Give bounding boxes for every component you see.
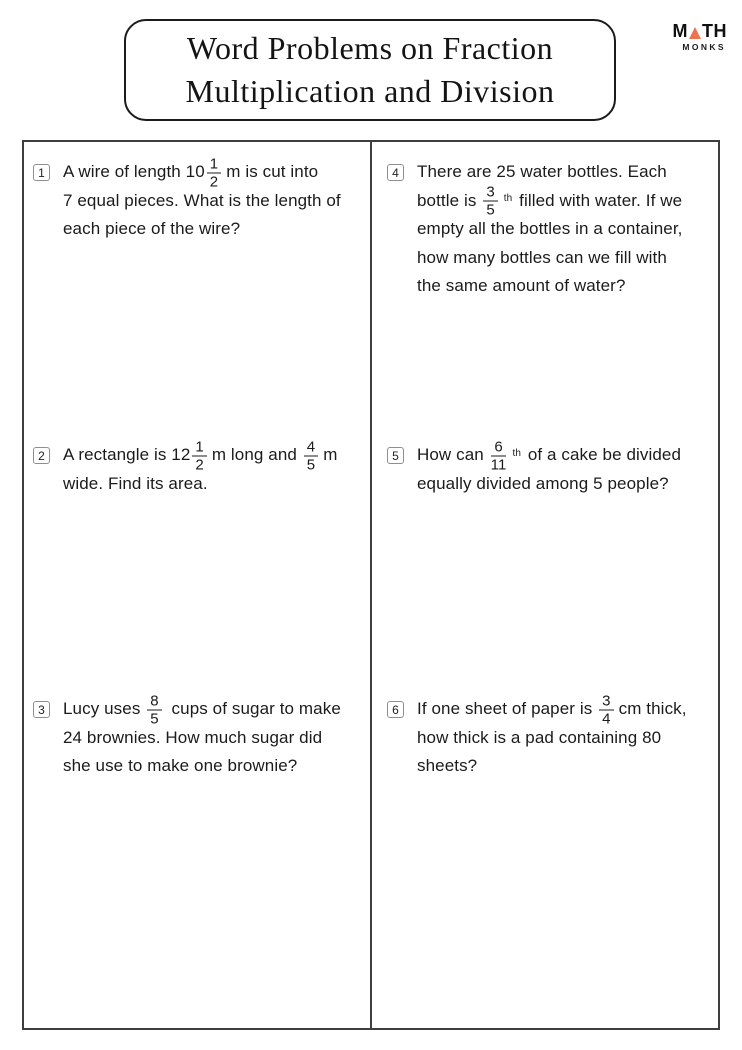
title-line-1: Word Problems on Fraction	[186, 30, 554, 66]
triangle-icon	[689, 27, 701, 39]
fraction-denominator: 2	[195, 456, 204, 474]
problem-text-segment: How can	[417, 445, 489, 465]
problem-text-line	[417, 272, 716, 301]
fraction-denominator: 5	[150, 710, 159, 728]
problem-text	[63, 692, 368, 781]
problem-text-segment: empty all the bottles in a container,	[417, 219, 683, 239]
problem-text-line	[63, 215, 368, 244]
fraction-denominator: 5	[306, 456, 316, 474]
fraction	[192, 439, 206, 472]
title-box	[124, 19, 616, 121]
problem-cell	[372, 679, 718, 1028]
problem-text	[417, 692, 716, 781]
problem-text-line	[417, 724, 716, 753]
problem-cell	[24, 425, 372, 679]
fraction-numerator: 6	[491, 439, 505, 456]
math-monks-logo	[673, 22, 728, 52]
title-line-2: Multiplication and Division	[185, 73, 555, 109]
fraction-numerator: 3	[599, 693, 613, 710]
problem-cell	[24, 679, 372, 1028]
problem-text-segment: A rectangle is 12	[63, 445, 191, 465]
logo-letter-m: M	[672, 21, 688, 41]
problem-text-segment: If one sheet of paper is	[417, 699, 598, 719]
problem-text-segment: equally divided among 5 people?	[417, 473, 669, 493]
problem-number-badge: 3	[33, 701, 50, 718]
fraction-denominator: 11	[490, 456, 507, 474]
problem-text-segment: sheets?	[417, 756, 478, 776]
problem-cell	[372, 142, 718, 425]
problem-text-segment: A wire of length 10	[63, 162, 205, 182]
problem-number-badge: 4	[387, 164, 404, 181]
problem-text-line	[63, 438, 368, 474]
problem-text-segment: m	[323, 445, 338, 465]
logo-subtext: MONKS	[682, 41, 726, 52]
problem-text-line	[417, 470, 716, 499]
problem-text	[63, 438, 368, 498]
problem-text-line	[63, 187, 368, 216]
problem-text-segment: how thick is a pad containing 80	[417, 727, 662, 747]
problem-text-segment: Lucy uses	[63, 699, 146, 719]
problem-text-segment: she use to make one brownie?	[63, 756, 298, 776]
fraction-numerator: 8	[147, 693, 161, 710]
fraction	[491, 439, 507, 472]
problem-text-segment: cups of sugar to make	[166, 699, 341, 719]
problem-number-badge: 6	[387, 701, 404, 718]
problem-text-segment: of a cake be divided	[523, 445, 682, 465]
problem-number-badge: 2	[33, 447, 50, 464]
fraction-numerator: 1	[207, 156, 221, 173]
fraction-denominator: 2	[209, 173, 219, 191]
problem-text	[417, 438, 716, 498]
fraction	[304, 439, 318, 472]
problem-text-segment: filled with water. If we	[514, 190, 683, 210]
fraction-denominator: 4	[602, 710, 611, 728]
fraction-numerator: 1	[192, 439, 206, 456]
problem-text-line	[417, 215, 716, 244]
problem-text-line	[417, 438, 716, 474]
problem-text-segment: 7 equal pieces. What is the length of	[63, 190, 341, 210]
problem-cell	[372, 425, 718, 679]
problem-text-segment: There are 25 water bottles. Each	[417, 162, 667, 182]
fraction	[207, 156, 221, 189]
fraction	[147, 693, 161, 726]
problem-text-segment: cm thick,	[618, 699, 687, 719]
problems-grid	[22, 140, 720, 1030]
problem-text	[417, 158, 716, 301]
problem-number-badge: 1	[33, 164, 50, 181]
problem-text	[63, 155, 368, 244]
problem-text-segment: bottle is	[417, 190, 482, 210]
logo-letters-th: TH	[702, 21, 727, 41]
problem-text-line	[417, 158, 716, 187]
logo-wordmark	[673, 22, 728, 40]
problem-text-line	[417, 183, 716, 219]
fraction	[599, 693, 613, 726]
fraction-denominator: 5	[486, 201, 495, 219]
fraction-ordinal-suffix: th	[512, 447, 521, 459]
problem-text-segment: each piece of the wire?	[63, 219, 241, 239]
problem-text-segment: wide. Find its area.	[63, 473, 208, 493]
problem-text-line	[417, 692, 716, 728]
problem-text-segment: m is cut into	[226, 162, 319, 182]
fraction-numerator: 4	[304, 439, 318, 456]
problem-text-segment: 24 brownies. How much sugar did	[63, 727, 323, 747]
problem-text-line	[63, 752, 368, 781]
fraction-numerator: 3	[483, 185, 497, 202]
problem-text-segment: m long and	[211, 445, 302, 465]
problem-text-line	[417, 752, 716, 781]
problem-text-line	[63, 724, 368, 753]
fraction	[483, 185, 497, 218]
problem-cell	[24, 142, 372, 425]
problem-text-line	[63, 470, 368, 499]
problem-number-badge: 5	[387, 447, 404, 464]
problem-text-segment: the same amount of water?	[417, 276, 626, 296]
problem-text-segment: how many bottles can we fill with	[417, 247, 667, 267]
problem-text-line	[63, 155, 368, 191]
problem-text-line	[417, 244, 716, 273]
problem-text-line	[63, 692, 368, 728]
fraction-ordinal-suffix: th	[503, 193, 513, 205]
